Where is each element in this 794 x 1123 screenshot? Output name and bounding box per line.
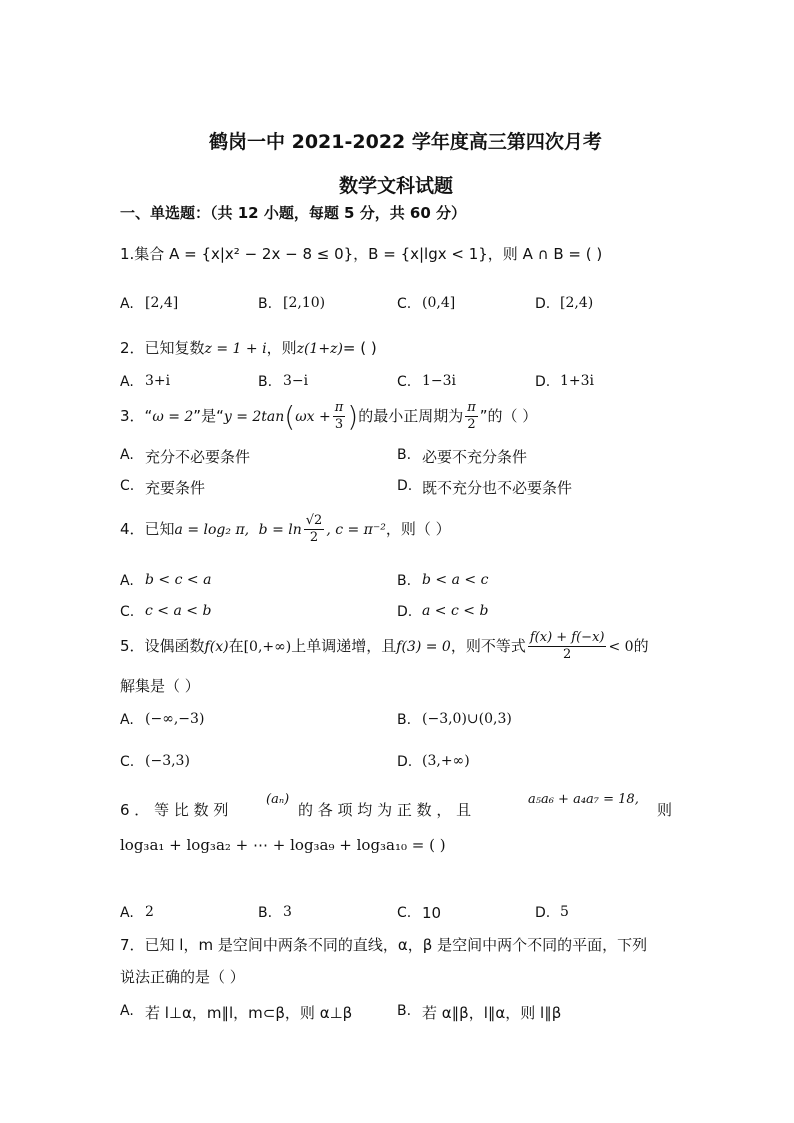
q6-line1-left: 6 ． 等 比 数 列 [120,801,229,819]
q3-option-b: 必要不充分条件 [422,448,528,466]
q5-option-c: (−3,3) [145,753,190,769]
q6-line1-right: 则 [657,801,673,819]
q2-option-a-label: A. [120,374,134,390]
q6-option-d-label: D. [535,905,551,921]
q5-fraction [528,630,607,663]
q7-option-b: 若 α∥β，l∥α，则 l∥β [422,1004,562,1022]
q3-option-c: 充要条件 [145,479,206,497]
q3-left-paren: ( [284,400,296,433]
q4-option-c: c < a < b [145,603,212,619]
q5-option-b: (−3,0)∪(0,3) [422,711,512,727]
q3-option-d: 既不充分也不必要条件 [422,479,573,497]
q5-interval: [0,+∞) [243,639,292,655]
q1-option-a: [2,4] [145,295,179,311]
q1-option-c: (0,4] [422,295,456,311]
q7-option-a: 若 l⊥α，m∥l，m⊂β，则 α⊥β [145,1004,353,1022]
q5-lt0: < 0 [608,639,634,655]
q5-line2: 解集是（ ） [120,677,200,695]
q3-pi-over-2 [465,400,478,433]
q2-option-a: 3+i [145,373,171,389]
exam-subtitle: 数学文科试题 [339,175,454,197]
q3-option-d-label: D. [397,478,413,494]
q7-option-b-label: B. [397,1003,412,1019]
q3-frac-num: π [334,400,344,415]
q3-option-c-label: C. [120,478,135,494]
q4-b-left: b = ln [258,522,302,538]
q4-suffix: ，则（ ） [385,520,451,538]
q3-option-b-label: B. [397,447,412,463]
q4-sqrt2-over-2 [304,513,325,546]
q6-option-b-label: B. [258,905,273,921]
question-7-line1: 7．已知 l，m 是空间中两条不同的直线，α，β 是空间中两个不同的平面，下列 [120,936,648,954]
q3-pi-over-3 [333,400,346,433]
q5-fx: f(x) [204,639,229,655]
q3-inner: ωx + [295,409,331,425]
q4-frac-den: 2 [309,530,319,545]
question-7-line2: 说法正确的是（ ） [120,968,245,986]
q3-frac-den: 3 [334,417,344,432]
q3-option-a: 充分不必要条件 [145,448,251,466]
q7-option-a-label: A. [120,1003,134,1019]
question-4-stem [120,513,451,546]
q6-line1-mid: 的 各 项 均 为 正 数 ， 且 [298,801,472,819]
q6-option-a-label: A. [120,905,134,921]
q1-option-c-label: C. [397,296,412,312]
q6-line2: log₃a₁ + log₃a₂ + ⋯ + log₃a₉ + log₃a₁₀ = ( ) [120,836,446,854]
q3-right-paren: ) [347,400,359,433]
q3-option-a-label: A. [120,447,134,463]
q5-option-a-label: A. [120,712,134,728]
q4-option-a: b < c < a [145,572,212,588]
q4-option-d-label: D. [397,604,413,620]
q5-option-c-label: C. [120,754,135,770]
q5-f3: f(3) = 0 [396,639,451,655]
q6-option-c: 10 [422,904,442,922]
q2-mid: ，则 [266,339,297,357]
q4-c-definition: , c = π⁻² [326,522,386,538]
q4-option-c-label: C. [120,604,135,620]
q2-prefix: 2．已知复数 [120,339,205,357]
q3-mid2: 的最小正周期为 [358,407,464,425]
section-heading: 一、单选题：（共 12 小题，每题 5 分，共 60 分） [120,204,467,222]
q1-option-a-label: A. [120,296,134,312]
q4-option-d: a < c < b [422,603,489,619]
q3-omega: ω = 2 [152,409,194,425]
q5-mid3: ，则不等式 [450,637,526,655]
q4-a-definition: a = log₂ π, [174,522,250,538]
q6-option-a: 2 [145,904,154,920]
q5-option-d: (3,+∞) [422,753,470,769]
q2-suffix: = ( ) [342,339,377,357]
q3-prefix: 3．“ [120,407,153,425]
q1-option-b: [2,10) [283,295,326,311]
question-1-stem: 1.集合 A = {x|x² − 2x − 8 ≤ 0}，B = {x|lgx < 1}，则 A ∩ B = ( ) [120,245,603,263]
q6-condition: a₅a₆ + a₄a₇ = 18, [528,792,639,807]
q5-prefix: 5．设偶函数 [120,637,205,655]
q4-option-b-label: B. [397,573,412,589]
q5-frac-num: f(x) + f(−x) [529,630,605,645]
q3-frac2-den: 2 [467,417,476,432]
q2-expression: z(1+z) [296,341,343,357]
q6-sequence: (aₙ) [266,792,290,807]
q2-option-c: 1−3i [422,373,457,389]
q3-mid1: ”是“ [193,407,224,425]
q6-option-d: 5 [560,904,569,920]
q5-mid2: 上单调递增，且 [291,637,397,655]
q6-option-b: 3 [283,904,292,920]
q4-frac-num: √2 [305,513,323,528]
question-3-stem [120,400,537,433]
q3-suffix: ”的（ ） [479,407,538,425]
q3-function: y = 2tan [223,409,285,425]
q4-prefix: 4．已知 [120,520,175,538]
q6-option-c-label: C. [397,905,412,921]
q3-frac2-num: π [467,400,476,415]
q5-suffix: 的 [633,637,649,655]
question-2-stem [120,337,377,358]
q1-option-b-label: B. [258,296,273,312]
q2-option-b: 3−i [283,373,309,389]
exam-title: 鹤岗一中 2021-2022 学年度高三第四次月考 [209,131,602,153]
q5-option-b-label: B. [397,712,412,728]
question-5-stem [120,630,649,663]
q2-option-d-label: D. [535,374,551,390]
q2-option-d: 1+3i [560,373,595,389]
q5-option-d-label: D. [397,754,413,770]
q2-option-c-label: C. [397,374,412,390]
q5-option-a: (−∞,−3) [145,711,205,727]
q2-option-b-label: B. [258,374,273,390]
q4-option-a-label: A. [120,573,134,589]
q5-frac-den: 2 [563,647,572,662]
q1-option-d-label: D. [535,296,551,312]
q5-mid1: 在 [228,637,244,655]
q4-option-b: b < a < c [422,572,489,588]
q2-z-definition: z = 1 + i [204,341,267,357]
q1-option-d: [2,4) [560,295,594,311]
